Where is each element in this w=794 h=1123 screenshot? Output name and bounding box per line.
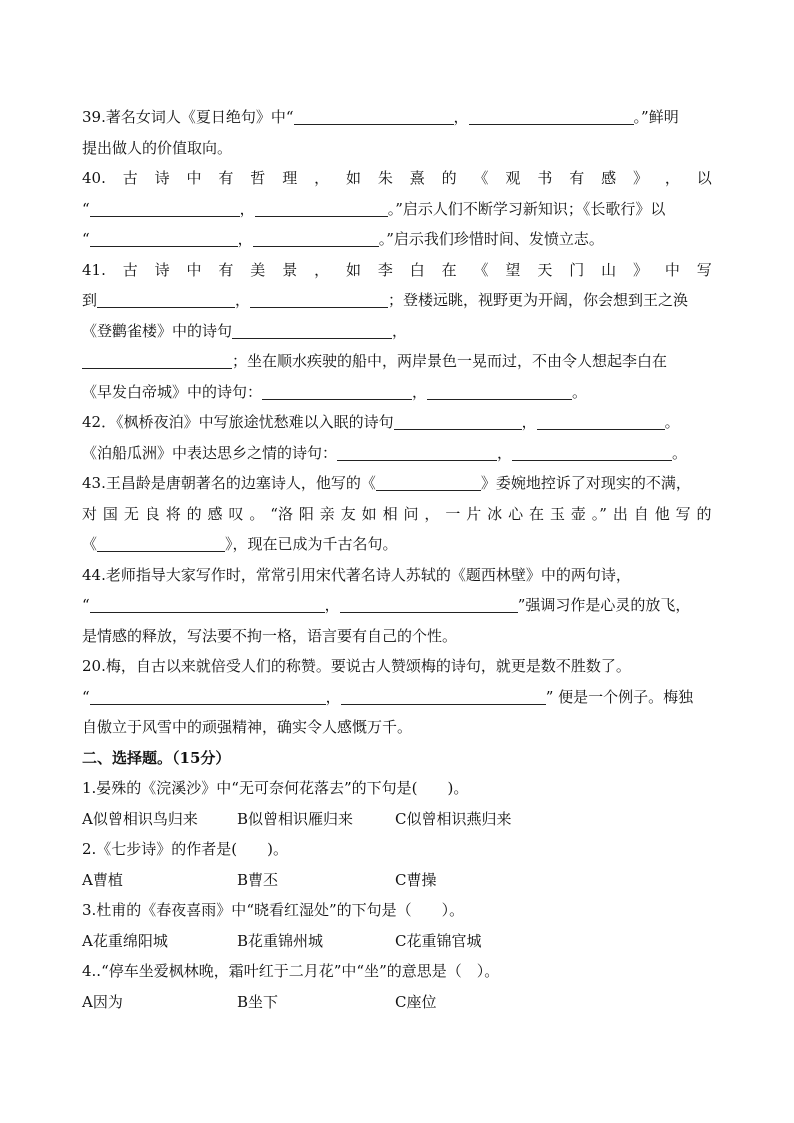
text-char: 的 [441, 169, 457, 187]
text-char: 冰 [487, 504, 503, 523]
option-a[interactable]: A曹植 [82, 870, 123, 889]
answer-blank[interactable] [90, 686, 326, 705]
answer-blank[interactable] [232, 320, 392, 339]
option-a[interactable]: A因为 [82, 992, 123, 1011]
text-char: 在 [529, 504, 545, 523]
text-char: 片 [466, 504, 482, 523]
text-char: 无 [123, 504, 139, 523]
answer-blank[interactable] [97, 533, 225, 552]
question-39-cont: 提出做人的价值取向。 [82, 138, 233, 157]
text-char: 有 [569, 169, 585, 187]
answer-blank[interactable] [340, 594, 518, 613]
text-char: 友 [340, 504, 356, 523]
question-41-line3: 《登鹳雀楼》中的诗句 ， [82, 321, 408, 340]
question-43-line2 [82, 499, 712, 530]
mc-question-1: 1.晏殊的《浣溪沙》中“无可奈何花落去”的下句是( )。 [82, 779, 469, 797]
answer-blank[interactable] [253, 228, 379, 247]
text-char: 望 [505, 260, 521, 279]
answer-blank[interactable] [262, 381, 412, 400]
text-char: 山 [601, 260, 617, 279]
question-20-line3: 自傲立于风雪中的顽强精神，确实令人感慨万千。 [82, 718, 413, 736]
text-char: 一 [445, 504, 461, 523]
text-char: 感 [207, 504, 223, 523]
mc-options-1 [82, 804, 712, 835]
question-44-line2: “ ， ”强调习作是心灵的放飞， [82, 596, 691, 614]
question-39: 39.著名女词人《夏日绝句》中“ ， 。”鲜明 [82, 108, 679, 126]
text-char: 壶 [570, 504, 586, 523]
text-char: 有 [218, 260, 234, 279]
text-char: ， [314, 169, 330, 187]
question-44: 44.老师指导大家写作时，常常引用宋代著名诗人苏轼的《题西林壁》中的两句诗， [82, 565, 631, 584]
text-char: ， [424, 504, 440, 523]
option-b[interactable]: B花重锦州城 [237, 931, 324, 950]
option-b[interactable]: B似曾相识雁归来 [237, 809, 354, 828]
answer-blank[interactable] [376, 472, 481, 491]
answer-blank[interactable] [255, 198, 388, 217]
option-c[interactable]: C曹操 [395, 870, 437, 889]
answer-blank[interactable] [394, 411, 522, 430]
text-char: 问 [403, 504, 419, 523]
mc-options-3 [82, 926, 712, 957]
text-char: 哲 [250, 169, 266, 187]
text-char: 写 [675, 504, 691, 523]
mc-options-2 [82, 865, 712, 896]
question-43-line3: 《 》，现在已成为千古名句。 [82, 535, 398, 553]
question-41-line2: 到 ， ；登楼远眺，视野更为开阔，你会想到王之涣 [82, 291, 689, 309]
question-41-line4: ；坐在顺水疾驶的船中，两岸景色一晃而过，不由令人想起李白在 [82, 346, 712, 377]
text-char: ， [314, 260, 330, 279]
option-b[interactable]: B曹丕 [237, 870, 279, 889]
answer-blank[interactable] [90, 198, 240, 217]
text-char: 李 [377, 260, 393, 279]
text-char: 自 [633, 504, 649, 523]
text-char: 叹 [228, 504, 244, 523]
question-20: 20.梅，自古以来就倍受人们的称赞。要说古人赞颂梅的诗句，就更是数不胜数了。 [82, 657, 631, 675]
answer-blank[interactable] [250, 289, 388, 308]
section-2-title: 二、选择题。（15分） [82, 748, 231, 767]
answer-blank[interactable] [469, 106, 634, 125]
question-44-line3: 是情感的释放，写法要不拘一格，语言要有自己的个性。 [82, 626, 458, 645]
option-a[interactable]: A似曾相识鸟归来 [82, 809, 198, 828]
text-char: 门 [569, 260, 585, 279]
option-c[interactable]: C似曾相识燕归来 [395, 809, 512, 828]
question-40 [82, 163, 712, 194]
text-char: 写 [696, 260, 712, 279]
answer-blank[interactable] [337, 442, 497, 461]
text-char: 诗 [154, 169, 170, 187]
text-char: 朱 [377, 169, 393, 187]
question-43: 43.王昌龄是唐朝著名的边塞诗人，他写的《 》委婉地控诉了对现实的不满， [82, 474, 691, 492]
answer-blank[interactable] [90, 594, 325, 613]
text-char: 。” [591, 504, 607, 523]
text-char: 心 [508, 504, 524, 523]
text-char: 以 [696, 169, 712, 187]
option-b[interactable]: B坐下 [237, 992, 279, 1011]
mc-options-4 [82, 987, 712, 1018]
question-40-line2: “ ， 。”启示人们不断学习新知识；《长歌行》以 [82, 199, 666, 218]
text-char: 国 [102, 504, 118, 523]
text-char: “洛 [270, 504, 293, 523]
option-c[interactable]: C座位 [395, 992, 437, 1011]
text-char: 》 [632, 169, 648, 187]
text-char: 41. [82, 260, 106, 279]
text-char: 中 [664, 260, 680, 279]
option-a[interactable]: A花重绵阳城 [82, 931, 168, 950]
exam-page [82, 102, 712, 1017]
text-char: 理 [282, 169, 298, 187]
answer-blank[interactable] [537, 411, 665, 430]
text-char: 古 [122, 169, 138, 187]
answer-blank[interactable] [512, 442, 672, 461]
text-char: 的 [186, 504, 202, 523]
text-char: 良 [144, 504, 160, 523]
text-char: 诗 [154, 260, 170, 279]
question-40-line3: “ ， 。”启示我们珍惜时间、发愤立志。 [82, 230, 604, 248]
text-char: 天 [537, 260, 553, 279]
text-char: 相 [382, 504, 398, 523]
mc-question-4: 4..“停车坐爱枫林晚，霜叶红于二月花”中“坐”的意思是（ ）。 [82, 962, 500, 980]
text-char: 中 [186, 169, 202, 187]
question-42-line2: 《泊船瓜洲》中表达思乡之情的诗句： ， 。 [82, 443, 688, 462]
text-char: 观 [505, 169, 521, 187]
answer-blank[interactable] [90, 228, 238, 247]
question-20-line2: “ ， ” 便是一个例子。梅独 [82, 687, 694, 706]
text-char: 的 [696, 504, 712, 523]
text-char: 美 [250, 260, 266, 279]
text-char: 白 [409, 260, 425, 279]
text-char: ， [664, 169, 680, 187]
text-char: 阳 [298, 504, 314, 523]
text-char: 如 [361, 504, 377, 523]
text-char: 玉 [549, 504, 565, 523]
question-41-line5: 《早发白帝城》中的诗句： ， 。 [82, 382, 588, 401]
text-char: 出 [612, 504, 628, 523]
text-char: 《 [473, 169, 489, 187]
option-c[interactable]: C花重锦官城 [395, 931, 482, 950]
text-char: 感 [601, 169, 617, 187]
answer-blank[interactable] [97, 289, 235, 308]
text-char: 熹 [409, 169, 425, 187]
text-char: 将 [165, 504, 181, 523]
text-char: 。 [249, 504, 265, 523]
text-char: 》 [632, 260, 648, 279]
answer-blank[interactable] [341, 686, 546, 705]
answer-blank[interactable] [427, 381, 572, 400]
text-char: 《 [473, 260, 489, 279]
mc-question-2: 2.《七步诗》的作者是( )。 [82, 840, 289, 858]
q39-text: 39.著名女词人《夏日绝句》中“ [82, 108, 294, 126]
text-char: 书 [537, 169, 553, 187]
mc-question-3: 3.杜甫的《春夜喜雨》中“晓看红湿处”的下句是（ ）。 [82, 901, 465, 919]
text-char: 中 [186, 260, 202, 279]
text-char: 如 [345, 260, 361, 279]
text-char: 他 [654, 504, 670, 523]
text-char: 有 [218, 169, 234, 187]
text-char: 古 [122, 260, 138, 279]
answer-blank[interactable] [82, 350, 232, 369]
question-41 [82, 255, 712, 286]
text-char: 在 [441, 260, 457, 279]
text-char: 如 [345, 169, 361, 187]
answer-blank[interactable] [294, 106, 454, 125]
text-char: 40. [82, 169, 106, 187]
text-char: 亲 [319, 504, 335, 523]
text-char: 景 [282, 260, 298, 279]
text-char: 对 [82, 504, 98, 523]
question-42: 42．《枫桥夜泊》中写旅途忧愁难以入眠的诗句 ， 。 [82, 413, 680, 431]
